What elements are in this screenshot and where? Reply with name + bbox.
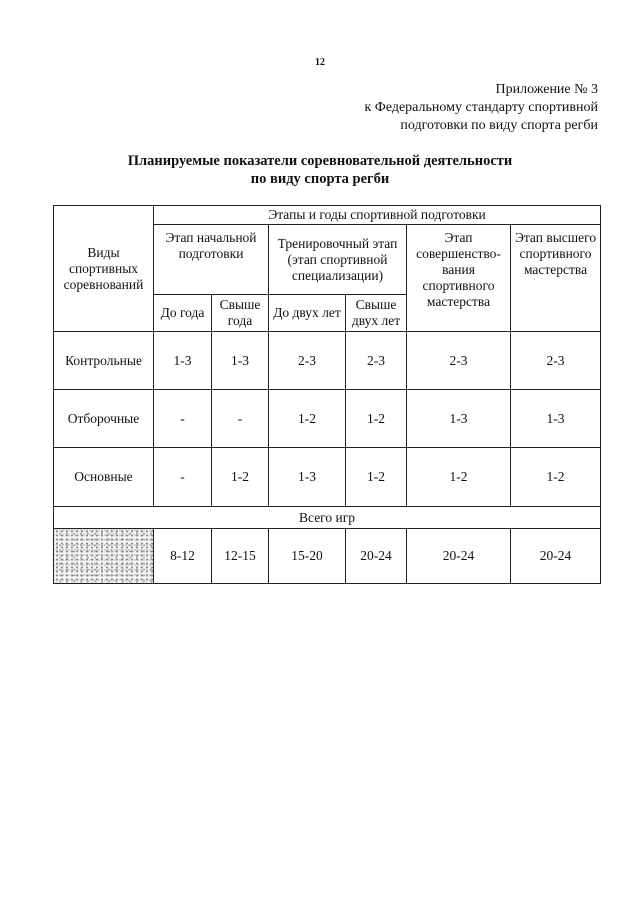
table-cell: 1-2 [269, 390, 346, 448]
table-cell: 1-2 [407, 448, 511, 507]
table-cell: 2-3 [511, 332, 601, 390]
table-cell: 1-2 [212, 448, 269, 507]
table-row [54, 390, 601, 448]
total-games-header: Всего игр [54, 507, 601, 529]
row-header-cell: Виды спортивных соревнований [54, 206, 154, 332]
table-cell: 2-3 [407, 332, 511, 390]
table-cell: - [154, 448, 212, 507]
subheader-up-to-year: До года [154, 295, 212, 332]
page-number: 12 [315, 57, 325, 68]
blank-scanned-cell [54, 529, 154, 584]
table-cell: 1-2 [346, 448, 407, 507]
table-cell: - [212, 390, 269, 448]
table-cell: 1-2 [346, 390, 407, 448]
row-label: Контрольные [54, 332, 154, 390]
table-row [54, 332, 601, 390]
table-cell: 8-12 [154, 529, 212, 584]
table-cell: 20-24 [346, 529, 407, 584]
table-cell: 20-24 [511, 529, 601, 584]
table-cell: 1-3 [407, 390, 511, 448]
table-cell: 2-3 [269, 332, 346, 390]
stage-improvement-header: Этап совершенство-вания спортивного мастерства [407, 225, 511, 332]
table-cell: 1-3 [154, 332, 212, 390]
table-cell: - [154, 390, 212, 448]
document-title-line-2: по виду спорта регби [250, 171, 390, 187]
table-row [54, 448, 601, 507]
appendix-heading [364, 81, 598, 135]
stage-higher-header: Этап высшего спортивного мастерства [511, 225, 601, 332]
table-cell: 1-3 [212, 332, 269, 390]
competition-indicators-table [53, 205, 601, 584]
table-cell: 12-15 [212, 529, 269, 584]
table-cell: 2-3 [346, 332, 407, 390]
document-title [0, 152, 640, 188]
stages-header-cell: Этапы и годы спортивной подготовки [154, 206, 601, 225]
stage-initial-header: Этап начальной подготовки [154, 225, 269, 295]
table-cell: 1-3 [269, 448, 346, 507]
appendix-line-1: Приложение № 3 [495, 82, 598, 97]
table-cell: 1-3 [511, 390, 601, 448]
table-cell: 20-24 [407, 529, 511, 584]
subheader-over-two-years: Свыше двух лет [346, 295, 407, 332]
subheader-over-year: Свыше года [212, 295, 269, 332]
row-label: Основные [54, 448, 154, 507]
table-cell: 15-20 [269, 529, 346, 584]
table-cell: 1-2 [511, 448, 601, 507]
row-label: Отборочные [54, 390, 154, 448]
stage-training-header: Тренировочный этап (этап спортивной специализации) [269, 225, 407, 295]
subheader-up-to-two-years: До двух лет [269, 295, 346, 332]
document-title-line-1: Планируемые показатели соревновательной деятельности [127, 153, 513, 169]
table-row [54, 529, 601, 584]
appendix-line-3: подготовки по виду спорта регби [400, 118, 598, 133]
appendix-line-2: к Федеральному стандарту спортивной [364, 100, 598, 115]
